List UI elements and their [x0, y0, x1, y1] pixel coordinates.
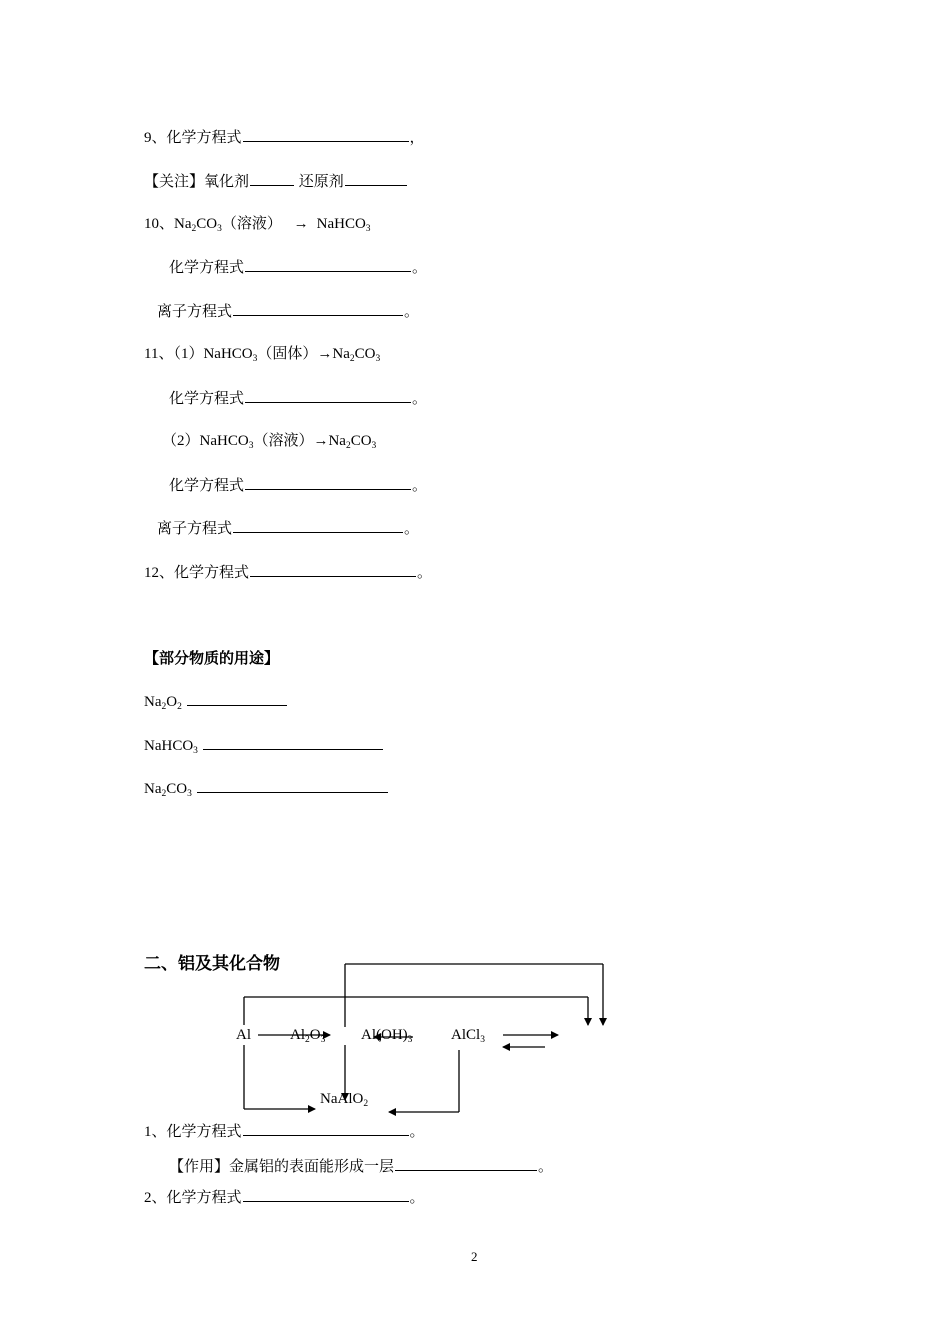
al-question-2: 2、化学方程式 。	[144, 1187, 425, 1208]
equation-10: 化学方程式 。	[169, 257, 427, 278]
uses-heading: 【部分物质的用途】	[144, 651, 280, 667]
node-al: Al	[236, 1027, 251, 1043]
ion-label: 离子方程式	[157, 304, 233, 320]
answer-blank[interactable]	[243, 1121, 409, 1136]
q10-number: 10、	[144, 216, 175, 232]
a2-label: 2、化学方程式	[144, 1190, 242, 1206]
q9-end: ，	[409, 130, 425, 146]
equation-11b: 化学方程式 。	[169, 475, 427, 496]
eq-label: 化学方程式	[169, 478, 245, 494]
section-2-heading: 二、铝及其化合物	[144, 954, 280, 973]
arrow-icon: →	[293, 216, 309, 232]
arrow-icon: →	[313, 433, 329, 449]
a1note-label: 【作用】金属铝的表面能形成一层	[169, 1159, 395, 1175]
ionic-11b: 离子方程式 。	[157, 518, 419, 539]
ionic-10: 离子方程式 。	[157, 301, 419, 322]
arrow-icon: →	[317, 346, 333, 362]
al-question-1: 1、化学方程式 。	[144, 1121, 425, 1142]
q12-label: 12、化学方程式	[144, 565, 250, 581]
formula-nahco3: NaHCO$_3$	[203, 346, 258, 364]
eq-label: 化学方程式	[169, 391, 245, 407]
formula-na2o2: $Na_2O_2$	[144, 694, 182, 712]
ion-label: 离子方程式	[157, 521, 233, 537]
q9-label: 9、化学方程式	[144, 130, 242, 146]
answer-blank[interactable]	[243, 1187, 409, 1202]
q11-condition: （固体）	[257, 346, 318, 362]
q10-condition: （溶液）	[221, 216, 282, 232]
page-number: 2	[471, 1249, 478, 1264]
formula-nahco3: NaHCO$_3$	[144, 738, 198, 756]
note-mid: 还原剂	[295, 174, 344, 190]
formula-na2co3: $Na_2CO_3$	[332, 346, 381, 364]
equation-11a: 化学方程式 。	[169, 388, 427, 409]
node-aloh3: $Al(OH)_3$	[361, 1027, 413, 1045]
eq-label: 化学方程式	[169, 260, 245, 276]
a1-label: 1、化学方程式	[144, 1124, 242, 1140]
formula-na2co3: $Na_2CO_3$	[144, 781, 192, 799]
q11-number: 11、（1）	[144, 346, 204, 362]
formula-nahco3: NaHCO$_3$	[316, 216, 371, 234]
formula-na2co3: $Na_2CO_3$	[328, 433, 377, 451]
note-label: 【关注】氧化剂	[144, 174, 250, 190]
question-12: 12、化学方程式 。	[144, 562, 432, 583]
node-naalo2: NaAlO$_2$	[320, 1091, 369, 1109]
answer-blank[interactable]	[395, 1156, 537, 1171]
node-alcl3: AlCl$_3$	[451, 1027, 485, 1045]
formula-nahco3: NaHCO$_3$	[199, 433, 254, 451]
q11b-number: （2）	[162, 433, 200, 449]
q11b-condition: （溶液）	[253, 433, 314, 449]
node-al2o3: $Al_2O_3$	[290, 1027, 326, 1045]
formula-na2co3: $Na_2CO_3$	[174, 216, 222, 234]
al-question-1-note: 【作用】金属铝的表面能形成一层 。	[169, 1156, 553, 1177]
